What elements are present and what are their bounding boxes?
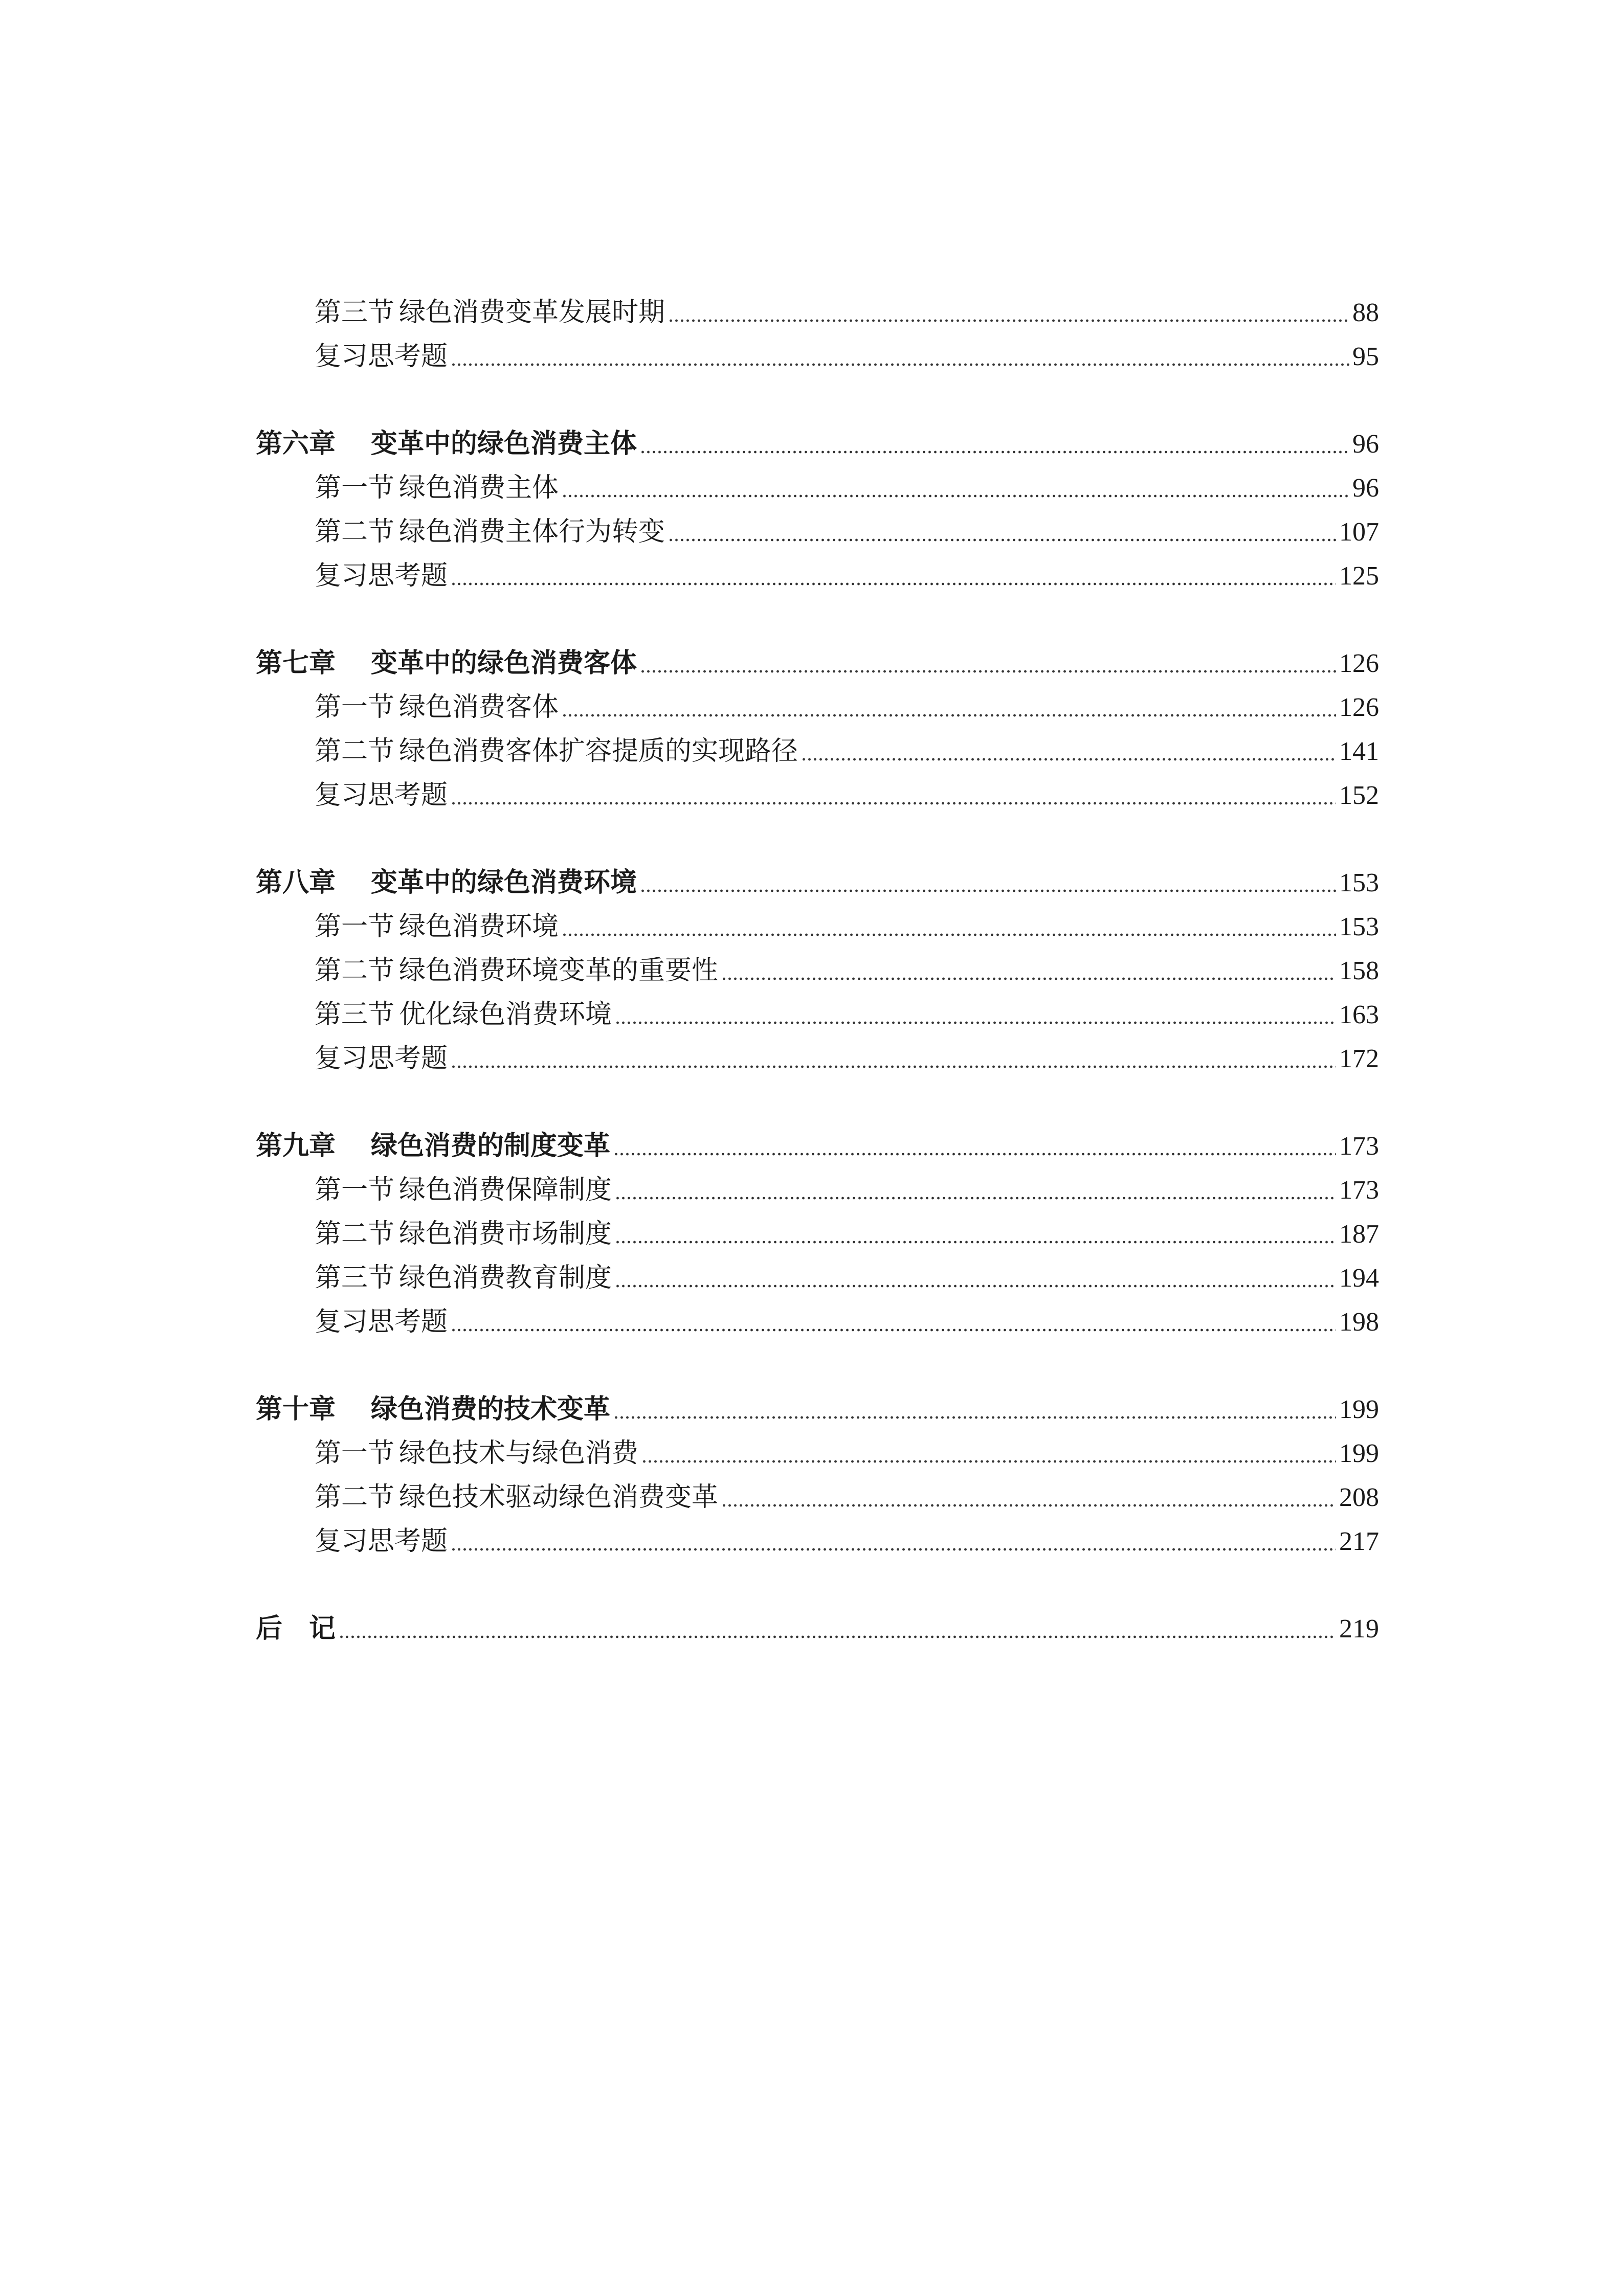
section-number: 第二节: [315, 1482, 395, 1513]
section-title: 绿色技术与绿色消费: [399, 1438, 639, 1469]
page-number: 107: [1339, 517, 1379, 547]
page-number: 173: [1339, 1176, 1379, 1205]
page-number: 187: [1339, 1220, 1379, 1249]
dot-leader: [613, 1415, 1336, 1420]
toc-chapter-entry[interactable]: [256, 1124, 1379, 1168]
toc-section-entry[interactable]: [256, 466, 1379, 510]
dot-leader: [451, 1547, 1336, 1551]
page-number: 172: [1339, 1044, 1379, 1073]
chapter-title: 绿色消费的技术变革: [371, 1394, 611, 1425]
section-title: 绿色消费教育制度: [399, 1263, 612, 1293]
section-number: 第一节: [315, 1438, 395, 1469]
toc-section-entry[interactable]: [256, 1168, 1379, 1212]
dot-leader: [451, 1065, 1336, 1069]
toc-chapter-entry[interactable]: [256, 422, 1379, 466]
dot-leader: [721, 977, 1336, 981]
page-number: 153: [1339, 912, 1379, 941]
section-title: 绿色技术驱动绿色消费变革: [399, 1482, 719, 1513]
section-number: 第一节: [315, 911, 395, 942]
toc-review-entry[interactable]: [256, 773, 1379, 817]
toc-review-entry[interactable]: [256, 1519, 1379, 1563]
toc-section-entry[interactable]: [256, 1431, 1379, 1475]
section-number: 第一节: [315, 692, 395, 723]
toc-review-entry[interactable]: [256, 554, 1379, 598]
dot-leader: [615, 1021, 1336, 1025]
dot-leader: [640, 669, 1336, 673]
chapter-number: 第十章: [256, 1394, 336, 1425]
afterword-title: 后 记: [256, 1613, 336, 1644]
dot-leader: [668, 538, 1336, 542]
section-title: 绿色消费环境变革的重要性: [399, 955, 719, 986]
review-title: 复习思考题: [315, 560, 448, 591]
toc-chapter-entry[interactable]: [256, 1387, 1379, 1431]
section-number: 第二节: [315, 955, 395, 986]
dot-leader: [562, 494, 1349, 498]
review-title: 复习思考题: [315, 780, 448, 811]
page-number: 198: [1339, 1308, 1379, 1337]
toc-section-entry[interactable]: [256, 685, 1379, 729]
dot-leader: [613, 1152, 1336, 1156]
dot-leader: [641, 1459, 1336, 1464]
page-number: 96: [1352, 430, 1379, 459]
page-number: 125: [1339, 561, 1379, 591]
page-number: 199: [1339, 1395, 1379, 1424]
toc-chapter-entry[interactable]: [256, 861, 1379, 905]
dot-leader: [451, 363, 1349, 367]
section-title: 绿色消费客体: [399, 692, 559, 723]
section-number: 第三节: [315, 999, 395, 1030]
section-title: 绿色消费主体: [399, 472, 559, 503]
page-number: 126: [1339, 693, 1379, 722]
chapter-title: 绿色消费的制度变革: [371, 1131, 611, 1161]
dot-leader: [339, 1635, 1336, 1639]
dot-leader: [615, 1284, 1336, 1288]
dot-leader: [668, 319, 1349, 323]
toc-section-entry[interactable]: [256, 1475, 1379, 1519]
chapter-title: 变革中的绿色消费环境: [371, 867, 637, 898]
page-number: 194: [1339, 1264, 1379, 1293]
dot-leader: [640, 450, 1349, 454]
chapter-number: 第八章: [256, 867, 336, 898]
page-number: 173: [1339, 1132, 1379, 1161]
page-number: 95: [1352, 342, 1379, 371]
section-title: 绿色消费变革发展时期: [399, 297, 665, 328]
page-number: 88: [1352, 298, 1379, 327]
toc-section-entry[interactable]: [256, 729, 1379, 773]
page-number: 126: [1339, 649, 1379, 678]
toc-section-entry[interactable]: [256, 290, 1379, 334]
toc-review-entry[interactable]: [256, 1037, 1379, 1081]
dot-leader: [615, 1196, 1336, 1200]
section-title: 绿色消费市场制度: [399, 1219, 612, 1249]
section-title: 优化绿色消费环境: [399, 999, 612, 1030]
review-title: 复习思考题: [315, 1307, 448, 1337]
toc-review-entry[interactable]: [256, 334, 1379, 378]
section-title: 绿色消费主体行为转变: [399, 516, 665, 547]
section-number: 第一节: [315, 472, 395, 503]
toc-section-entry[interactable]: [256, 949, 1379, 993]
toc-section-entry[interactable]: [256, 1212, 1379, 1256]
section-title: 绿色消费保障制度: [399, 1175, 612, 1205]
dot-leader: [451, 801, 1336, 805]
section-number: 第三节: [315, 1263, 395, 1293]
section-number: 第二节: [315, 736, 395, 767]
chapter-title: 变革中的绿色消费客体: [371, 648, 637, 679]
page-number: 153: [1339, 868, 1379, 897]
toc-chapter-entry[interactable]: [256, 641, 1379, 685]
review-title: 复习思考题: [315, 1043, 448, 1074]
section-title: 绿色消费客体扩容提质的实现路径: [399, 736, 798, 767]
dot-leader: [451, 1328, 1336, 1332]
dot-leader: [640, 889, 1336, 893]
review-title: 复习思考题: [315, 341, 448, 372]
page-number: 208: [1339, 1483, 1379, 1512]
chapter-number: 第九章: [256, 1131, 336, 1161]
dot-leader: [562, 933, 1336, 937]
page-number: 152: [1339, 781, 1379, 810]
dot-leader: [615, 1240, 1336, 1244]
section-number: 第二节: [315, 516, 395, 547]
chapter-number: 第七章: [256, 648, 336, 679]
page-number: 219: [1339, 1614, 1379, 1644]
section-number: 第二节: [315, 1219, 395, 1249]
review-title: 复习思考题: [315, 1526, 448, 1557]
dot-leader: [451, 582, 1336, 586]
section-number: 第一节: [315, 1175, 395, 1205]
page-number: 96: [1352, 474, 1379, 503]
dot-leader: [721, 1503, 1336, 1507]
page-number: 158: [1339, 956, 1379, 985]
dot-leader: [562, 713, 1336, 717]
section-title: 绿色消费环境: [399, 911, 559, 942]
toc-review-entry[interactable]: [256, 1300, 1379, 1344]
page-number: 141: [1339, 737, 1379, 766]
page-number: 217: [1339, 1527, 1379, 1556]
chapter-number: 第六章: [256, 429, 336, 459]
toc-section-entry[interactable]: [256, 905, 1379, 949]
chapter-title: 变革中的绿色消费主体: [371, 429, 637, 459]
page-number: 163: [1339, 1000, 1379, 1029]
table-of-contents: [256, 290, 1379, 1651]
page-number: 199: [1339, 1439, 1379, 1468]
dot-leader: [801, 757, 1336, 761]
toc-section-entry[interactable]: [256, 510, 1379, 554]
toc-section-entry[interactable]: [256, 1256, 1379, 1300]
toc-afterword-entry[interactable]: [256, 1607, 1379, 1651]
section-number: 第三节: [315, 297, 395, 328]
toc-section-entry[interactable]: [256, 993, 1379, 1037]
